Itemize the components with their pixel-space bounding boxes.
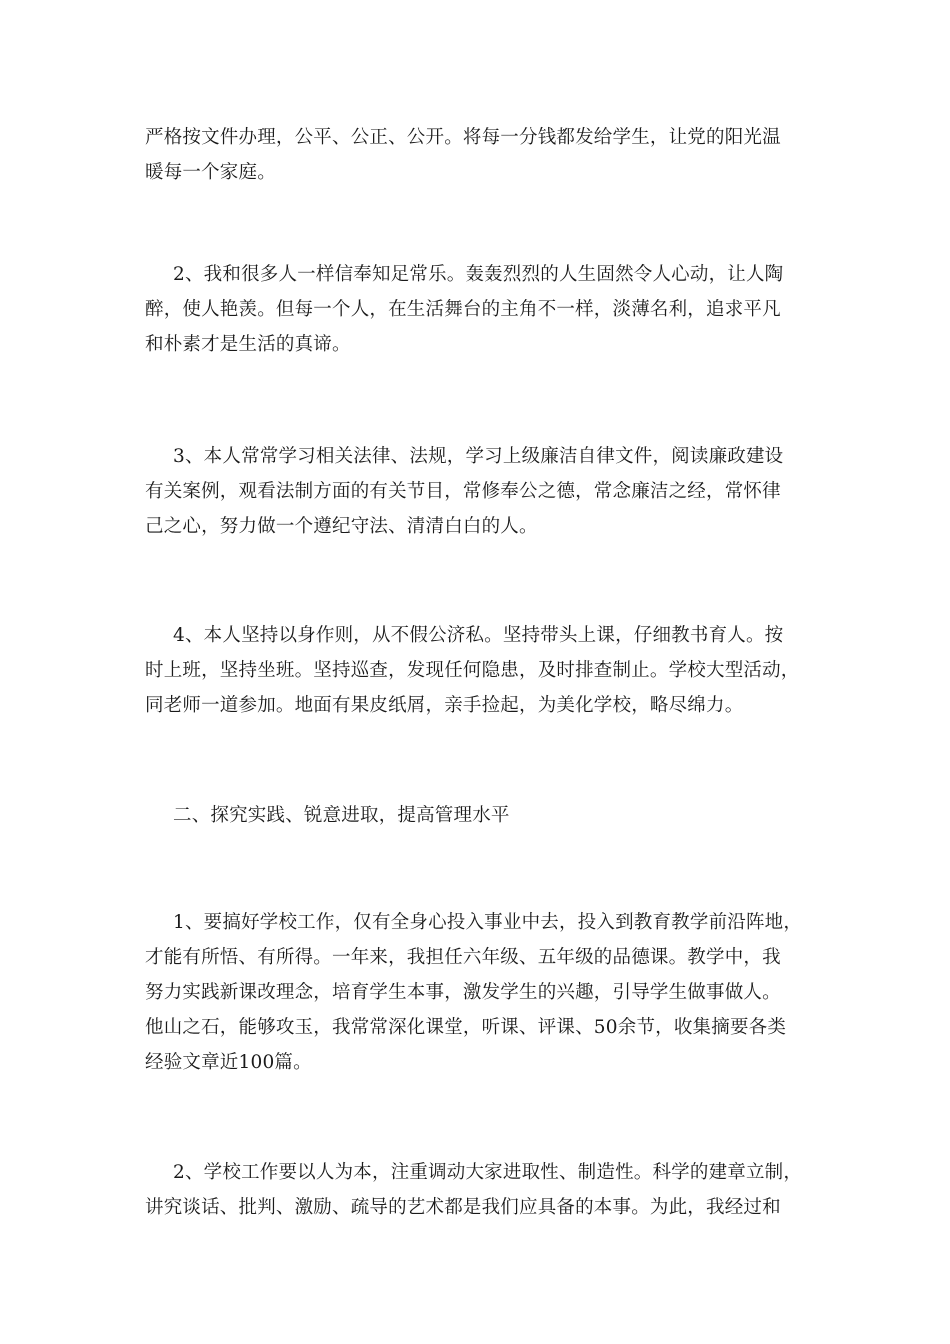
text-line: 才能有所悟、有所得。一年来，我担任六年级、五年级的品德课。教学中，我 [145,947,781,968]
paragraph-section-item-2 [145,1155,805,1225]
paragraph-item-4 [145,618,805,723]
text-line: 经验文章近100篇。 [145,1052,312,1073]
paragraph-item-2 [145,257,805,362]
text-line: 2、我和很多人一样信奉知足常乐。轰轰烈烈的人生固然令人心动，让人陶 [173,264,784,285]
text-line: 讲究谈话、批判、激励、疏导的艺术都是我们应具备的本事。为此，我经过和 [145,1197,781,1218]
text-line: 和朴素才是生活的真谛。 [145,334,351,355]
text-line: 他山之石，能够攻玉，我常常深化课堂，听课、评课、50余节，收集摘要各类 [145,1017,787,1038]
text-line: 己之心，努力做一个遵纪守法、清清白白的人。 [145,516,538,537]
text-line: 同老师一道参加。地面有果皮纸屑，亲手捡起，为美化学校，略尽绵力。 [145,695,744,716]
text-line: 时上班，坚持坐班。坚持巡查，发现任何隐患，及时排查制止。学校大型活动， [145,660,800,681]
paragraph-section-item-1 [145,905,805,1080]
text-line: 2、学校工作要以人为本，注重调动大家进取性、制造性。科学的建章立制， [173,1162,803,1183]
section-heading [145,798,805,833]
paragraph-item-3 [145,439,805,544]
text-line: 3、本人常常学习相关法律、法规，学习上级廉洁自律文件，阅读廉政建设 [173,446,784,467]
section-heading-text: 二、探究实践、锐意进取，提高管理水平 [173,805,510,826]
paragraph-intro-continuation [145,120,805,190]
text-line: 有关案例，观看法制方面的有关节目，常修奉公之德，常念廉洁之经，常怀律 [145,481,781,502]
text-line: 严格按文件办理，公平、公正、公开。将每一分钱都发给学生，让党的阳光温 [145,127,781,148]
text-line: 暖每一个家庭。 [145,162,276,183]
text-line: 醉，使人艳羡。但每一个人，在生活舞台的主角不一样，淡薄名利，追求平凡 [145,299,781,320]
text-line: 1、要搞好学校工作，仅有全身心投入事业中去，投入到教育教学前沿阵地， [173,912,803,933]
text-line: 努力实践新课改理念，培育学生本事，激发学生的兴趣，引导学生做事做人。 [145,982,781,1003]
text-line: 4、本人坚持以身作则，从不假公济私。坚持带头上课，仔细教书育人。按 [173,625,784,646]
